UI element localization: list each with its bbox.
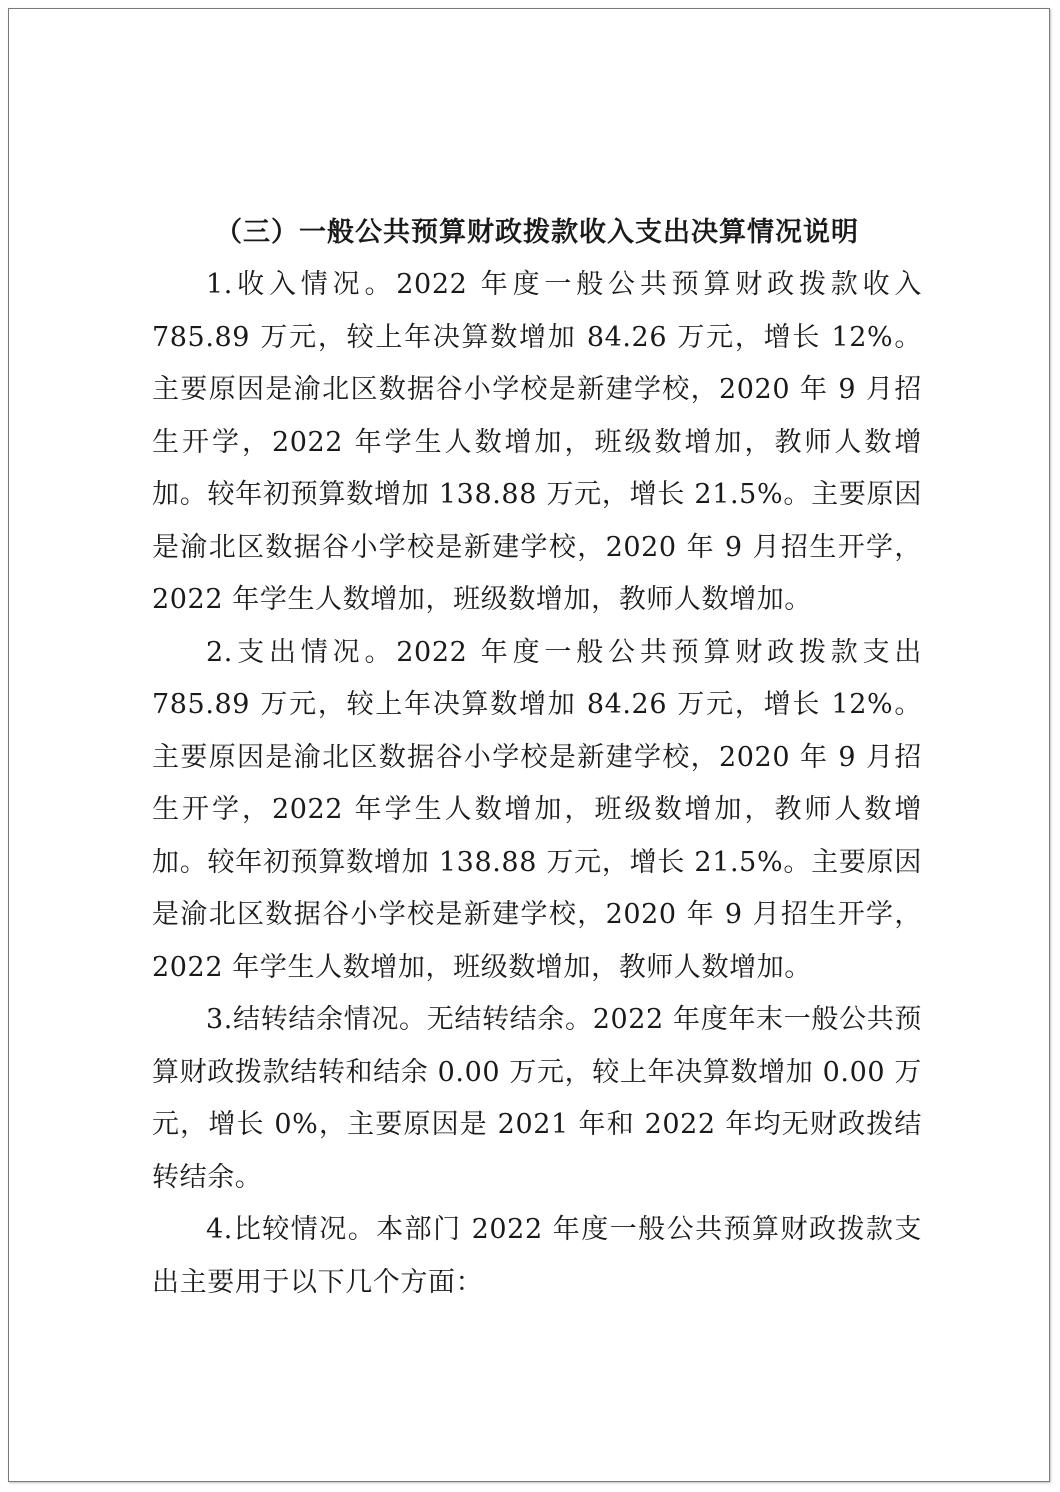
paragraph-comparison: 4.比较情况。本部门 2022 年度一般公共预算财政拨款支出主要用于以下几个方面：	[152, 1214, 922, 1298]
section-heading: （三）一般公共预算财政拨款收入支出决算情况说明	[215, 217, 859, 248]
document-page	[8, 8, 1050, 1482]
document-body	[152, 207, 922, 1309]
paragraph-income: 1.收入情况。2022 年度一般公共预算财政拨款收入 785.89 万元，较上年决算数增加 84.26 万元，增长 12%。主要原因是渝北区数据谷小学校是新建学校，2020 年 9 月招生开学，2022 年学生人数增加，班级数增加，教师人数增加。较年初预算数增加 138.88 万元，增长 21.5%。主要原因是渝北区数据谷小学校是新建学校，2020 年 9 月招生开学，2022 年学生人数增加，班级数增加，教师人数增加。	[152, 269, 922, 615]
paragraph-carryover: 3.结转结余情况。无结转结余。2022 年度年末一般公共预算财政拨款结转和结余 0.00 万元，较上年决算数增加 0.00 万元，增长 0%，主要原因是 2021 年和 2022 年均无财政拨结转结余。	[152, 1004, 922, 1193]
paragraph-expenditure: 2.支出情况。2022 年度一般公共预算财政拨款支出 785.89 万元，较上年决算数增加 84.26 万元，增长 12%。主要原因是渝北区数据谷小学校是新建学校，2020 年 9 月招生开学，2022 年学生人数增加，班级数增加，教师人数增加。较年初预算数增加 138.88 万元，增长 21.5%。主要原因是渝北区数据谷小学校是新建学校，2020 年 9 月招生开学，2022 年学生人数增加，班级数增加，教师人数增加。	[152, 636, 922, 983]
